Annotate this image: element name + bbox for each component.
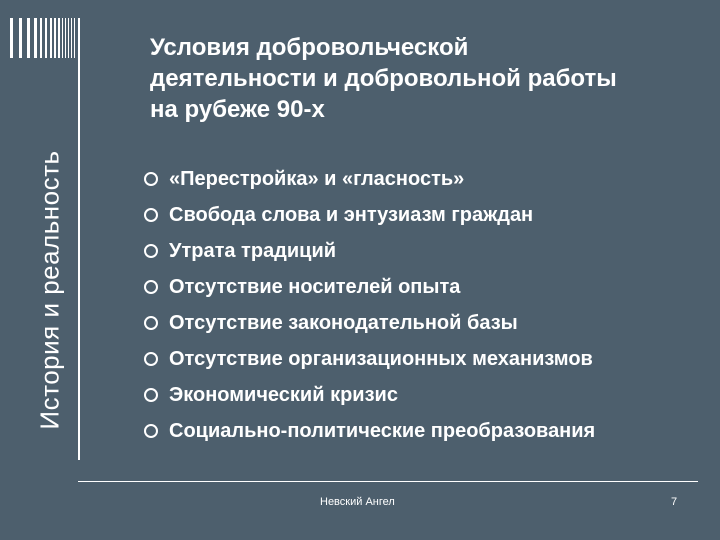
- decorative-stripes-icon: [10, 18, 150, 58]
- footer-text: Невский Ангел: [320, 496, 395, 508]
- vertical-divider: [78, 18, 80, 460]
- hollow-circle-icon: [144, 424, 158, 438]
- bullet-text: Свобода слова и энтузиазм граждан: [169, 203, 534, 226]
- hollow-circle-icon: [144, 172, 158, 186]
- page-number: 7: [671, 496, 678, 508]
- side-title: История и реальность: [34, 150, 65, 430]
- bullet-item: [144, 197, 595, 233]
- hollow-circle-icon: [144, 244, 158, 258]
- footer-divider: [78, 481, 698, 482]
- bullet-item: [144, 233, 595, 269]
- hollow-circle-icon: [144, 316, 158, 330]
- bullet-item: [144, 341, 595, 377]
- hollow-circle-icon: [144, 208, 158, 222]
- bullet-text: Социально-политические преобразования: [169, 419, 596, 442]
- title-line: Условия добровольческой: [150, 34, 469, 61]
- slide-title: [150, 32, 710, 125]
- bullet-text: Отсутствие носителей опыта: [169, 275, 461, 298]
- bullet-list: [144, 161, 595, 449]
- bullet-text: Утрата традиций: [169, 239, 337, 262]
- title-line: деятельности и добровольной работы: [150, 65, 617, 92]
- title-line: на рубеже 90-х: [150, 96, 325, 123]
- hollow-circle-icon: [144, 280, 158, 294]
- bullet-item: [144, 305, 595, 341]
- hollow-circle-icon: [144, 388, 158, 402]
- bullet-item: [144, 377, 595, 413]
- hollow-circle-icon: [144, 352, 158, 366]
- bullet-text: Отсутствие организационных механизмов: [169, 347, 593, 370]
- bullet-item: [144, 413, 595, 449]
- bullet-item: [144, 269, 595, 305]
- bullet-text: «Перестройка» и «гласность»: [169, 167, 465, 190]
- bullet-item: [144, 161, 595, 197]
- bullet-text: Экономический кризис: [169, 383, 398, 406]
- bullet-text: Отсутствие законодательной базы: [169, 311, 518, 334]
